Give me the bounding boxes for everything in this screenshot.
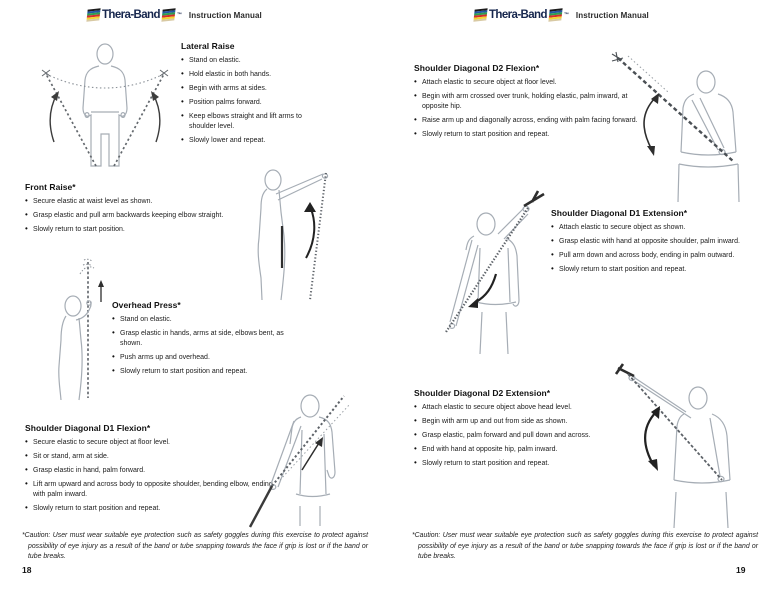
- d2-extension-figure: [598, 362, 758, 530]
- exercise-steps: [25, 438, 273, 513]
- exercise-steps: [112, 315, 290, 376]
- page-header-right: [474, 9, 649, 21]
- exercise-step: • Lift arm upward and across body to opposite shoulder, bending elbow, ending with palm inward.: [25, 480, 273, 499]
- exercise-step: • Slowly return to start position and repeat.: [112, 367, 290, 377]
- trademark-symbol: ™: [563, 12, 569, 18]
- exercise-steps: [181, 56, 321, 145]
- elastic-band: [42, 70, 168, 166]
- exercise-step: • Secure elastic at waist level as shown.: [25, 197, 237, 207]
- exercise-title: Shoulder Diagonal D1 Flexion*: [25, 423, 151, 433]
- brand-name: Thera-Band: [102, 9, 160, 21]
- exercise-section-d1-flexion: [25, 423, 273, 518]
- exercise-title: Shoulder Diagonal D2 Extension*: [414, 388, 551, 398]
- d1-flexion-figure: [238, 386, 366, 534]
- exercise-step: • Attach elastic to secure object at floor level.: [414, 78, 646, 88]
- exercise-section-front-raise: [25, 182, 237, 239]
- exercise-step: • Slowly lower and repeat.: [181, 136, 321, 146]
- exercise-step: • Slowly return to start position and repeat.: [414, 459, 646, 469]
- exercise-step: • Hold elastic in both hands.: [181, 70, 321, 80]
- exercise-step: • Attach elastic to secure object as shown.: [551, 223, 763, 233]
- band-target-path-dashed: [628, 56, 668, 92]
- d1-extension-figure: [420, 190, 562, 356]
- d2-flexion-illustration: [606, 52, 764, 204]
- person-profile-outline: [258, 170, 327, 300]
- lateral-raise-figure: [30, 38, 180, 178]
- d1-flexion-illustration: [238, 386, 366, 534]
- d1-extension-illustration: [420, 190, 562, 356]
- person-front-outline: [83, 44, 127, 166]
- exercise-step: • Slowly return to start position and repeat.: [551, 265, 763, 275]
- page-number: 19: [736, 565, 746, 575]
- exercise-step: • End with hand at opposite hip, palm inward.: [414, 445, 646, 455]
- exercise-step: • Secure elastic to secure object at floor level.: [25, 438, 273, 448]
- exercise-steps: [551, 223, 763, 275]
- raised-arm-dashed: [80, 259, 94, 274]
- trademark-symbol: ™: [176, 12, 182, 18]
- person-front-outline: [678, 71, 739, 202]
- exercise-step: • Position palms forward.: [181, 98, 321, 108]
- exercise-title: Overhead Press*: [112, 300, 181, 310]
- exercise-section-overhead-press: [112, 300, 290, 381]
- exercise-step: • Grasp elastic in hand, palm forward.: [25, 466, 273, 476]
- motion-arrow: [304, 202, 316, 258]
- exercise-step: • Push arms up and overhead.: [112, 353, 290, 363]
- logo-band-flag-right: [161, 8, 175, 22]
- exercise-step: • Begin with arm up and out from side as shown.: [414, 417, 646, 427]
- exercise-step: • Grasp elastic and pull arm backwards keeping elbow straight.: [25, 211, 237, 221]
- exercise-steps: [25, 197, 237, 235]
- exercise-step: • Slowly return to start position and repeat.: [414, 130, 646, 140]
- person-front-outline: [270, 395, 335, 526]
- front-raise-illustration: [226, 160, 364, 302]
- manual-title: Instruction Manual: [188, 10, 262, 20]
- person-profile-outline: [59, 296, 91, 400]
- d2-flexion-figure: [606, 52, 764, 204]
- anchor-mark: [524, 191, 544, 206]
- exercise-title: Front Raise*: [25, 182, 76, 192]
- page-number: 18: [22, 565, 32, 575]
- caution-note: *Caution: User must wear suitable eye protection such as safety goggles during this exercise to protect against possibility of eye injury as a result of the band or tube snapping towards the face if grip is lost or if the band or tube breaks.: [412, 532, 758, 561]
- motion-arrow: [98, 280, 104, 302]
- thera-band-logo: [87, 9, 182, 21]
- elastic-band: [618, 58, 734, 162]
- exercise-step: • Begin with arms at sides.: [181, 84, 321, 94]
- exercise-step: • Attach elastic to secure object above head level.: [414, 403, 646, 413]
- caution-note: *Caution: User must wear suitable eye protection such as safety goggles during this exercise to protect against possibility of eye injury as a result of the band or tube snapping towards the face if grip is lost or if the band or tube breaks.: [22, 532, 368, 561]
- logo-band-flag-right: [548, 8, 562, 22]
- exercise-step: • Slowly return to start position and repeat.: [25, 504, 273, 514]
- motion-arrow-double: [644, 93, 659, 156]
- lateral-raise-illustration: [30, 38, 180, 178]
- exercise-step: • Slowly return to start position.: [25, 225, 237, 235]
- logo-band-flag-left: [473, 8, 487, 22]
- elastic-band: [310, 173, 326, 300]
- exercise-step: • Sit or stand, arm at side.: [25, 452, 273, 462]
- exercise-title: Lateral Raise: [181, 41, 235, 51]
- exercise-step: • Grasp elastic, palm forward and pull down and across.: [414, 431, 646, 441]
- exercise-step: • Keep elbows straight and lift arms to shoulder level.: [181, 112, 321, 131]
- exercise-title: Shoulder Diagonal D2 Flexion*: [414, 63, 540, 73]
- anchor-mark: [616, 364, 634, 376]
- exercise-step: • Stand on elastic.: [112, 315, 290, 325]
- logo-band-flag-left: [86, 8, 100, 22]
- manual-title: Instruction Manual: [575, 10, 649, 20]
- page-header-left: [87, 9, 262, 21]
- brand-name: Thera-Band: [489, 9, 547, 21]
- d2-extension-illustration: [598, 362, 758, 530]
- thera-band-logo: [474, 9, 569, 21]
- front-raise-figure: [226, 160, 364, 302]
- exercise-step: • Raise arm up and diagonally across, ending with palm facing forward.: [414, 116, 646, 126]
- exercise-title: Shoulder Diagonal D1 Extension*: [551, 208, 688, 218]
- exercise-step: • Grasp elastic in hands, arms at side, elbows bent, as shown.: [112, 329, 290, 348]
- exercise-step: • Begin with arm crossed over trunk, holding elastic, palm inward, at opposite hip.: [414, 92, 646, 111]
- band-end: [250, 486, 272, 527]
- motion-arrow-double: [645, 406, 660, 471]
- exercise-section-lateral-raise: [181, 41, 321, 150]
- person-front-outline: [449, 206, 529, 354]
- exercise-step: • Grasp elastic with hand at opposite shoulder, palm inward.: [551, 237, 763, 247]
- motion-arrow: [302, 437, 323, 470]
- exercise-section-d1-extension: [551, 208, 763, 279]
- anchor-mark: [612, 52, 623, 62]
- exercise-step: • Pull arm down and across body, ending in palm outward.: [551, 251, 763, 261]
- exercise-step: • Stand on elastic.: [181, 56, 321, 66]
- person-front-outline: [629, 375, 730, 528]
